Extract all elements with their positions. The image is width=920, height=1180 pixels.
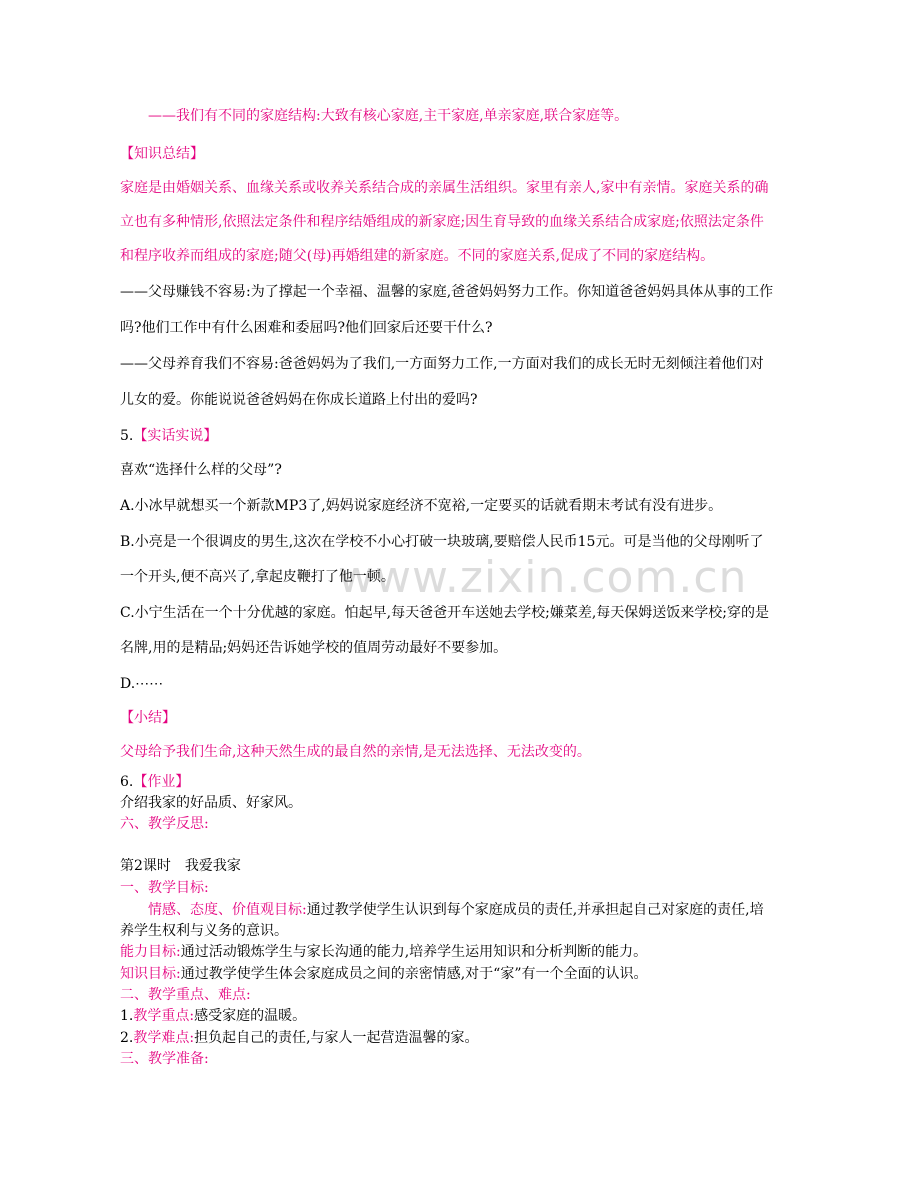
- homework-text: 介绍我家的好品质、好家风。: [120, 795, 302, 811]
- item-text: 担负起自己的责任,与家人一起营造温馨的家。: [194, 1030, 479, 1046]
- section-title: 【作业】: [133, 774, 190, 790]
- parents-earning-line-2: 吗?他们工作中有什么困难和委屈吗?他们回家后还要干什么?: [120, 320, 493, 336]
- item-number: 1.: [120, 1008, 134, 1024]
- conclusion-heading: 【小结】: [120, 710, 176, 726]
- section-number: 5.: [120, 428, 134, 444]
- key-points-heading: 二、教学重点、难点:: [120, 987, 251, 1003]
- item-label: 教学重点:: [133, 1008, 195, 1024]
- question-line: 喜欢“选择什么样的父母”?: [120, 462, 282, 478]
- option-a: A.小冰早就想买一个新款MP3了,妈妈说家庭经济不宽裕,一定要买的话就看期末考试有没有进步。: [120, 498, 723, 514]
- parents-raising-line-1: ——父母养育我们不容易:爸爸妈妈为了我们,一方面努力工作,一方面对我们的成长无时无刻倾注着他们对: [120, 356, 764, 372]
- item-text: 感受家庭的温暖。: [194, 1008, 307, 1024]
- watermark: www.zixin.com.cn: [338, 552, 748, 603]
- lesson-2-title: 第2课时 我爱我家: [120, 858, 241, 874]
- option-d: D.⋯⋯: [120, 676, 164, 692]
- option-c-line-2: 名牌,用的是精品;妈妈还告诉她学校的值周劳动最好不要参加。: [120, 640, 508, 656]
- family-structure-line: ——我们有不同的家庭结构:大致有核心家庭,主干家庭,单亲家庭,联合家庭等。: [148, 108, 629, 124]
- section-6-heading: [120, 773, 189, 791]
- section-title: 【实话实说】: [133, 428, 218, 444]
- emotion-objective-line-1: [148, 901, 764, 919]
- item-label: 教学难点:: [133, 1030, 195, 1046]
- section-number: 6.: [120, 774, 134, 790]
- objective-label: 知识目标:: [120, 966, 181, 982]
- conclusion-text: 父母给予我们生命,这种天然生成的最自然的亲情,是无法选择、无法改变的。: [120, 744, 591, 760]
- ability-objective: [120, 943, 647, 961]
- key-point-2: [120, 1029, 479, 1047]
- preparation-heading: 三、教学准备:: [120, 1051, 209, 1067]
- option-b-line-2: 一个开头,便不高兴了,拿起皮鞭打了他一顿。: [120, 569, 395, 585]
- option-b-line-1: B.小亮是一个很调皮的男生,这次在学校不小心打破一块玻璃,要赔偿人民币15元。可是当他的父母刚听了: [120, 534, 764, 550]
- summary-paragraph-line-2: 立也有多种情形,依照法定条件和程序结婚组成的新家庭;因生育导致的血缘关系结合成家庭;依照法定条件: [120, 214, 764, 230]
- item-number: 2.: [120, 1030, 134, 1046]
- section-5-heading: [120, 427, 217, 445]
- parents-earning-line-1: ——父母赚钱不容易:为了撑起一个幸福、温馨的家庭,爸爸妈妈努力工作。你知道爸爸妈妈具体从事的工作: [120, 284, 774, 300]
- knowledge-summary-heading: 【知识总结】: [120, 146, 204, 162]
- objective-label: 能力目标:: [120, 944, 181, 960]
- knowledge-objective: [120, 965, 647, 983]
- emotion-objective-line-2: 养学生权利与义务的意识。: [120, 923, 288, 939]
- parents-raising-line-2: 儿女的爱。你能说说爸爸妈妈在你成长道路上付出的爱吗?: [120, 392, 478, 408]
- objective-text: 通过教学使学生体会家庭成员之间的亲密情感,对于“家”有一个全面的认识。: [180, 966, 648, 982]
- objective-label: 情感、态度、价值观目标:: [148, 902, 307, 918]
- reflection-heading: 六、教学反思:: [120, 816, 209, 832]
- summary-paragraph-line-1: 家庭是由婚姻关系、血缘关系或收养关系结合成的亲属生活组织。家里有亲人,家中有亲情。家庭关系的确: [120, 180, 769, 196]
- key-point-1: [120, 1007, 306, 1025]
- objectives-heading: 一、教学目标:: [120, 880, 209, 896]
- objective-text: 通过活动锻炼学生与家长沟通的能力,培养学生运用知识和分析判断的能力。: [180, 944, 648, 960]
- objective-text: 通过教学使学生认识到每个家庭成员的责任,并承担起自己对家庭的责任,培: [306, 902, 764, 918]
- option-c-line-1: C.小宁生活在一个十分优越的家庭。怕起早,每天爸爸开车送她去学校;嫌菜差,每天保姆送饭来学校;穿的是: [120, 605, 769, 621]
- summary-paragraph-line-3: 和程序收养而组成的家庭;随父(母)再婚组建的新家庭。不同的家庭关系,促成了不同的家庭结构。: [120, 248, 715, 264]
